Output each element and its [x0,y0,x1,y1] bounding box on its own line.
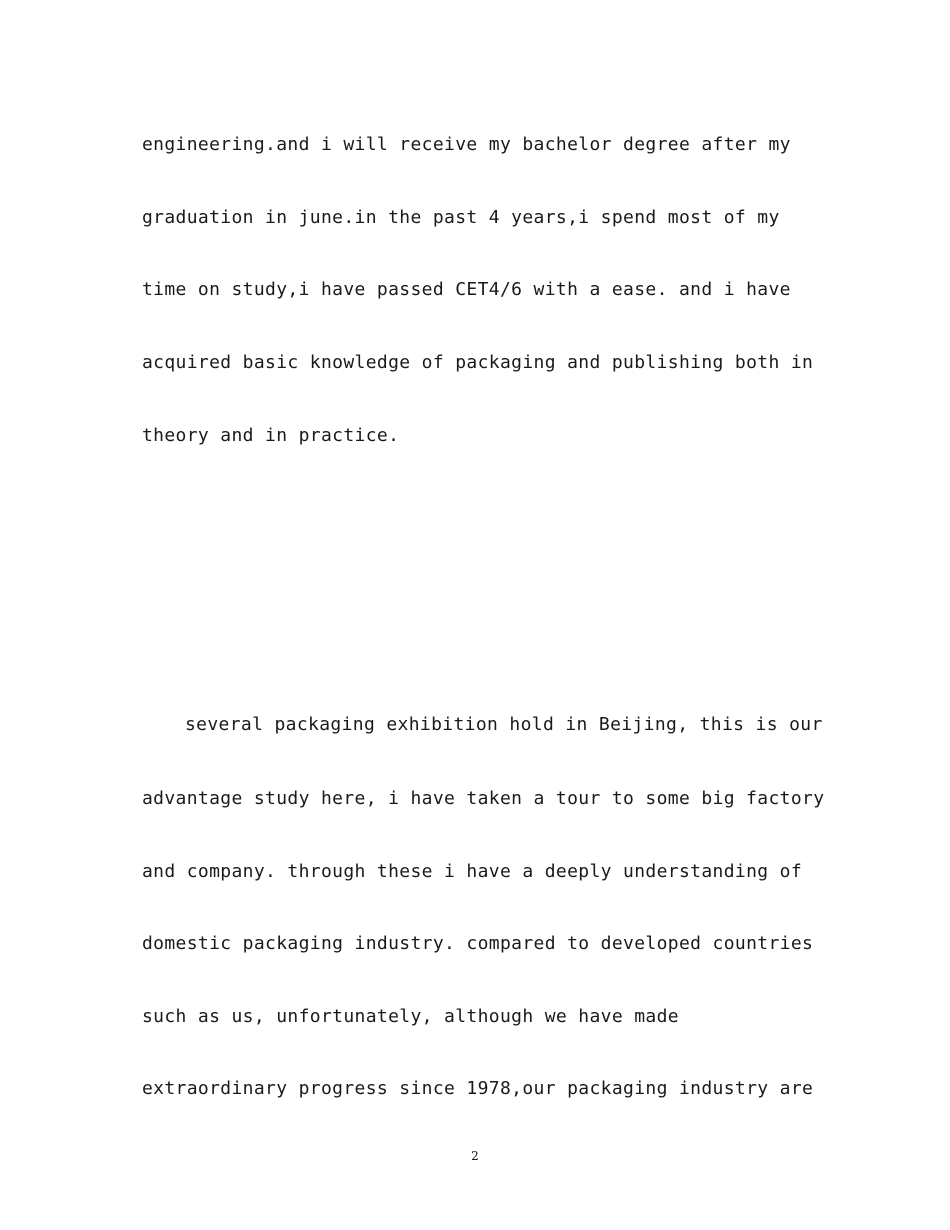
paragraph-2-line-6: extraordinary progress since 1978,our packaging industry are [142,1078,814,1099]
paragraph-2-line-5: such as us, unfortunately, although we have made [142,1006,679,1027]
paragraph-2-line-3: and company. through these i have a deeply understanding of [142,861,803,882]
paragraph-1-line-5: theory and in practice. [142,425,400,446]
paragraph-2-line-1: several packaging exhibition hold in Beijing, this is our [185,714,823,735]
paragraph-1-line-1: engineering.and i will receive my bachelor degree after my [142,134,791,155]
paragraph-2-line-4: domestic packaging industry. compared to developed countries [142,933,814,954]
paragraph-1-line-4: acquired basic knowledge of packaging and publishing both in [142,352,814,373]
paragraph-1-line-2: graduation in june.in the past 4 years,i spend most of my [142,207,780,228]
page-number: 2 [471,1149,479,1163]
paragraph-2-line-2: advantage study here, i have taken a tour to some big factory [142,788,825,809]
paragraph-1-line-3: time on study,i have passed CET4/6 with a ease. and i have [142,279,791,300]
